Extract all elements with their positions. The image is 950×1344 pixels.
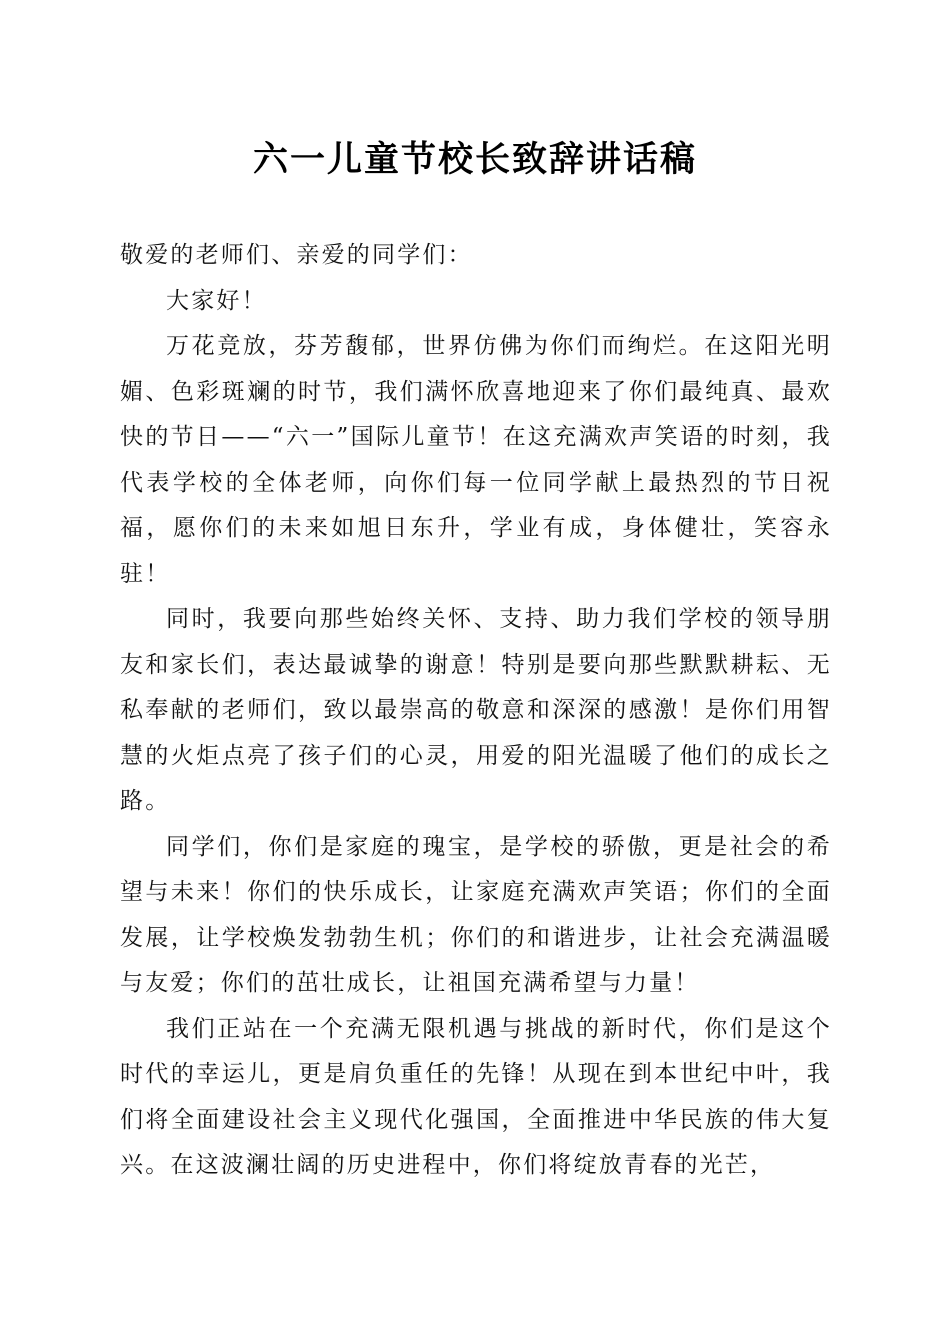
paragraph-3: 同学们，你们是家庭的瑰宝，是学校的骄傲，更是社会的希望与未来！你们的快乐成长，让家庭充满欢声笑语；你们的全面发展，让学校焕发勃勃生机；你们的和谐进步，让社会充满温暖与友爱；你们的茁壮成长，让祖国充满希望与力量！ xyxy=(120,833,832,996)
document-body xyxy=(120,233,832,1189)
document-title: 六一儿童节校长致辞讲话稿 xyxy=(252,139,697,180)
salutation: 敬爱的老师们、亲爱的同学们： xyxy=(120,242,473,268)
paragraph-4: 我们正站在一个充满无限机遇与挑战的新时代，你们是这个时代的幸运儿，更是肩负重任的先锋！从现在到本世纪中叶，我们将全面建设社会主义现代化强国，全面推进中华民族的伟大复兴。在这波澜壮阔的历史进程中，你们将绽放青春的光芒， xyxy=(120,1015,832,1178)
paragraph-2: 同时，我要向那些始终关怀、支持、助力我们学校的领导朋友和家长们，表达最诚挚的谢意！特别是要向那些默默耕耘、无私奉献的老师们，致以最崇高的敬意和深深的感激！是你们用智慧的火炬点亮了孩子们的心灵，用爱的阳光温暖了他们的成长之路。 xyxy=(120,606,832,814)
paragraph-1: 万花竞放，芬芳馥郁，世界仿佛为你们而绚烂。在这阳光明媚、色彩斑斓的时节，我们满怀欣喜地迎来了你们最纯真、最欢快的节日——“六一”国际儿童节！在这充满欢声笑语的时刻，我代表学校的全体老师，向你们每一位同学献上最热烈的节日祝福，愿你们的未来如旭日东升，学业有成，身体健壮，笑容永驻！ xyxy=(120,333,832,587)
greeting: 大家好！ xyxy=(166,287,267,314)
